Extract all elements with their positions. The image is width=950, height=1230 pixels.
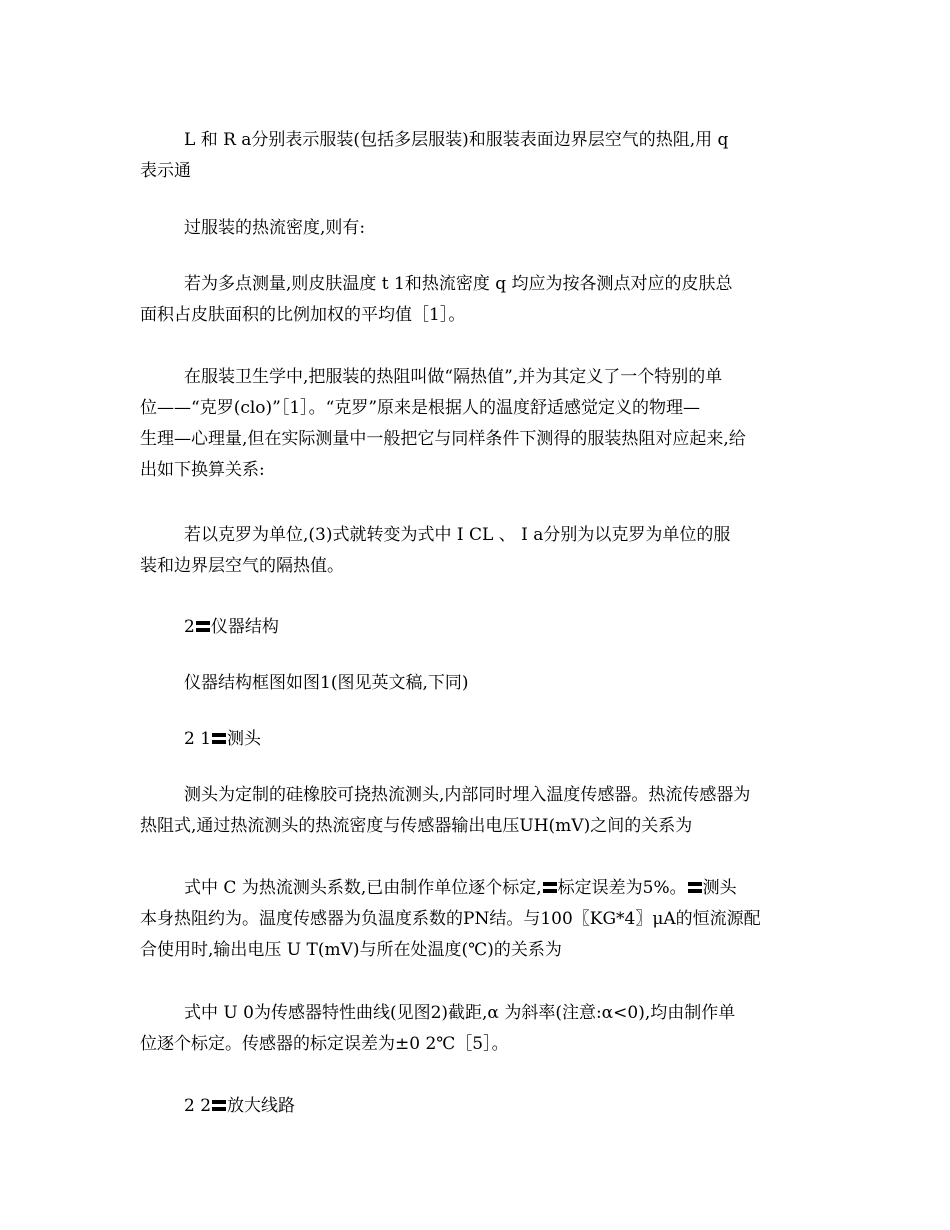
section-title: 仪器结构 — [210, 617, 279, 637]
section-heading-probe — [140, 724, 820, 755]
text-line: 测头为定制的硅橡胶可挠热流测头,内部同时埋入温度传感器。热流传感器为 — [184, 785, 751, 805]
paragraph-block-diagram — [140, 668, 820, 699]
separator-bar-icon — [543, 882, 557, 893]
text-line: 仪器结构框图如图1(图见英文稿,下同) — [184, 673, 469, 693]
separator-bar-icon — [212, 1100, 226, 1111]
section-title: 放大线路 — [227, 1096, 296, 1116]
section-number: 2 — [184, 617, 195, 637]
section-heading-amplifier-circuit — [140, 1091, 820, 1122]
text-line: 生理—心理量,但在实际测量中一般把它与同样条件下测得的服装热阻对应起来,给 — [140, 429, 746, 449]
separator-bar-icon — [688, 882, 702, 893]
paragraph-clo-definition — [140, 362, 820, 486]
text-line: 装和边界层空气的隔热值。 — [140, 556, 344, 576]
text-line: 位——“克罗(clo)”［1］。“克罗”原来是根据人的温度舒适感觉定义的物理— — [140, 398, 701, 418]
text-line: 式中 U 0为传感器特性曲线(见图2)截距,α 为斜率(注意:α<0),均由制作单 — [184, 1003, 736, 1023]
section-heading-instrument-structure — [140, 612, 820, 643]
text-segment: 测头 — [702, 878, 737, 898]
text-segment: 标定误差为5%。 — [557, 878, 687, 898]
paragraph-multipoint-measurement — [140, 269, 820, 331]
text-line: 热阻式,通过热流测头的热流密度与传感器输出电压UH(mV)之间的关系为 — [140, 816, 693, 836]
text-line: 表示通 — [140, 161, 191, 181]
text-line: 若为多点测量,则皮肤温度 t 1和热流密度 q 均应为按各测点对应的皮肤总 — [184, 274, 733, 294]
separator-bar-icon — [212, 733, 226, 744]
text-segment: 式中 C 为热流测头系数,已由制作单位逐个标定, — [184, 878, 542, 898]
paragraph-thermal-resistance — [140, 125, 820, 187]
paragraph-probe-coefficient — [140, 873, 820, 966]
text-line: 位逐个标定。传感器的标定误差为±0 2℃［5］。 — [140, 1034, 509, 1054]
text-line: 若以克罗为单位,(3)式就转变为式中 I CL 、 I a分别为以克罗为单位的服 — [184, 525, 731, 545]
text-line: 过服装的热流密度,则有: — [184, 218, 366, 238]
text-line: 出如下换算关系: — [140, 460, 265, 480]
text-line: 面积占皮肤面积的比例加权的平均值［1］。 — [140, 305, 466, 325]
text-line: 在服装卫生学中,把服装的热阻叫做“隔热值”,并为其定义了一个特别的单 — [184, 367, 723, 387]
paragraph-clo-units — [140, 520, 820, 582]
section-title: 测头 — [227, 729, 262, 749]
paragraph-probe-description — [140, 780, 820, 842]
text-line: 本身热阻约为。温度传感器为负温度系数的PN结。与100〖KG*4〗μA的恒流源配 — [140, 909, 761, 929]
text-line: L 和 R a分别表示服装(包括多层服装)和服装表面边界层空气的热阻,用 q — [184, 130, 729, 150]
section-number: 2 1 — [184, 729, 212, 749]
separator-bar-icon — [196, 621, 210, 632]
paragraph-sensor-calibration — [140, 998, 820, 1060]
paragraph-heat-flux-density — [140, 213, 820, 244]
section-number: 2 2 — [184, 1096, 212, 1116]
text-line: 合使用时,输出电压 U T(mV)与所在处温度(℃)的关系为 — [140, 940, 562, 960]
